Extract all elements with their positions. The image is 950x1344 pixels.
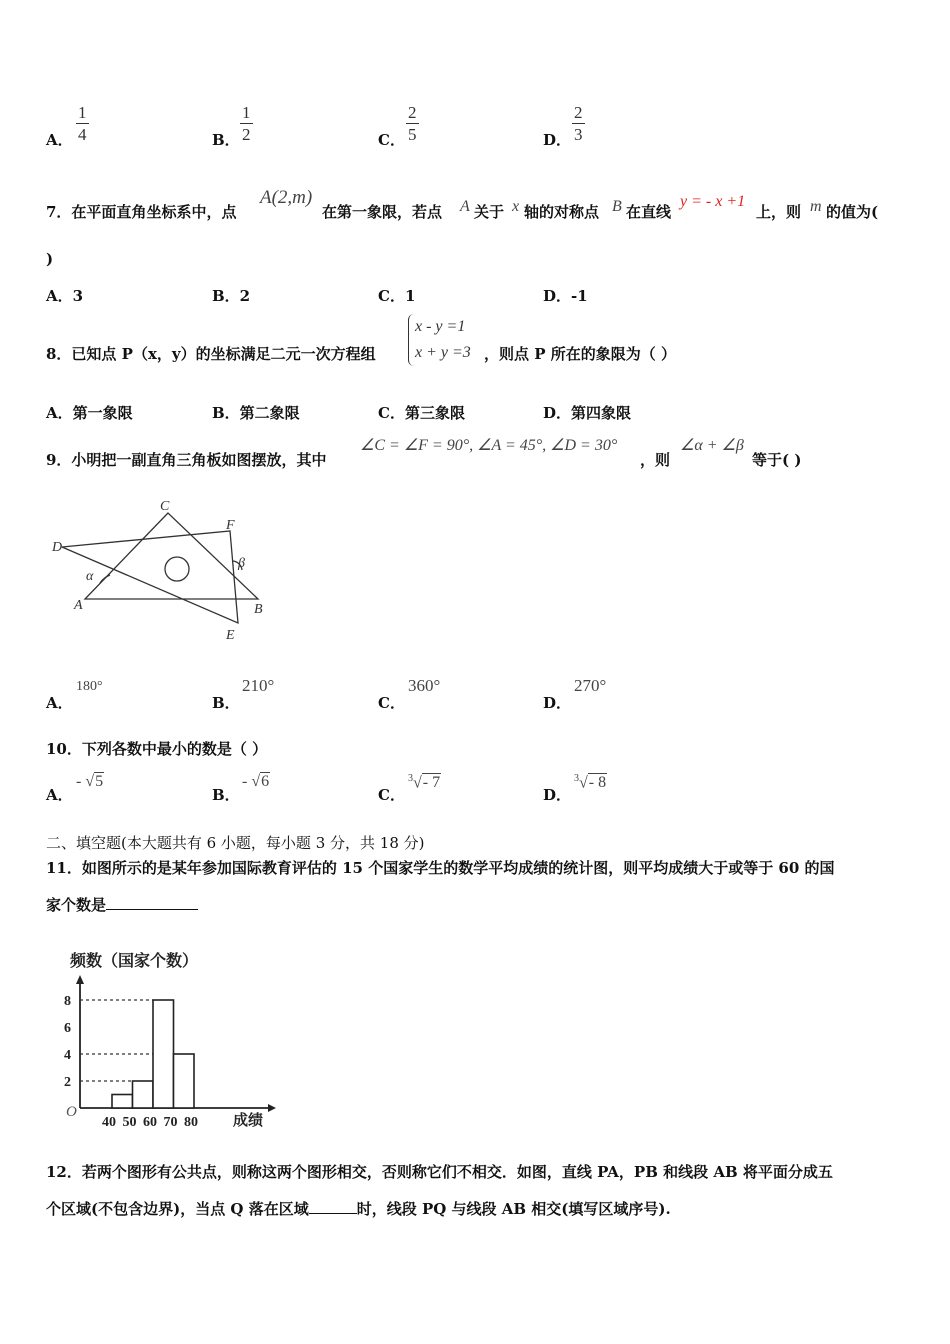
q10-option-a-value: - √5 <box>76 773 104 790</box>
sign: - <box>242 773 252 790</box>
numerator: 2 <box>408 103 417 122</box>
label-beta: β <box>238 556 245 571</box>
q7-var-b: B <box>612 198 622 215</box>
q8-option-b: B．第二象限 <box>212 404 300 422</box>
q7-var-a: A <box>460 198 470 215</box>
q8-equation-2: x + y =3 <box>415 344 471 361</box>
y-axis-arrow <box>76 975 84 984</box>
label-a: A <box>74 598 83 613</box>
histogram-y-ticks <box>64 994 71 1090</box>
circle-mark <box>165 557 189 581</box>
y-tick-2: 2 <box>64 1075 71 1090</box>
y-tick-8: 8 <box>64 994 71 1009</box>
q9-option-a-value: 180° <box>76 679 103 694</box>
q12-line-2a: 个区域(不包含边界)，当点 Q 落在区域 <box>46 1200 309 1218</box>
x-tick-80: 80 <box>184 1115 198 1130</box>
q10-option-b-label: B． <box>212 786 240 804</box>
x-tick-60: 60 <box>143 1115 157 1130</box>
q9-triangles-figure <box>50 495 280 650</box>
histogram-x-ticks <box>102 1115 198 1130</box>
numerator: 1 <box>78 103 87 122</box>
q7-var-x: x <box>512 198 520 215</box>
label-alpha: α <box>86 569 94 584</box>
q6-option-d-label: D． <box>543 131 572 149</box>
q9-option-c-label: C． <box>378 694 405 712</box>
q7-option-a: A．3 <box>46 287 84 305</box>
bar-50-60 <box>133 1081 154 1108</box>
q10-option-c-label: C． <box>378 786 405 804</box>
q7-text-1: 7．在平面直角坐标系中，点 <box>46 203 237 221</box>
q7-var-m: m <box>810 198 822 215</box>
x-tick-40: 40 <box>102 1115 116 1130</box>
x-tick-50: 50 <box>122 1115 137 1130</box>
q6-option-c-fraction <box>406 103 419 146</box>
q12-answer-blank[interactable] <box>309 1213 357 1214</box>
q8-option-d: D．第四象限 <box>543 404 632 422</box>
q8-equation-system <box>408 314 471 366</box>
bar-60-70 <box>153 1000 174 1108</box>
q6-option-b-fraction <box>240 103 253 146</box>
q9-option-d-label: D． <box>543 694 572 712</box>
numerator: 2 <box>574 103 583 122</box>
radicand: 6 <box>261 773 270 790</box>
q11-histogram <box>40 940 280 1140</box>
q7-text-3: 关于 <box>474 203 505 221</box>
y-tick-6: 6 <box>64 1021 71 1036</box>
y-tick-4: 4 <box>64 1048 71 1063</box>
q10-option-c-value: $^3$√- 7 <box>408 773 441 792</box>
bar-70-80 <box>174 1054 195 1108</box>
denominator: 4 <box>78 125 87 144</box>
denominator: 3 <box>574 125 583 144</box>
q7-option-d: D．-1 <box>543 287 588 305</box>
q9-option-b-value: 210° <box>242 676 275 695</box>
q11-line-2-text: 家个数是 <box>46 896 107 914</box>
root-index: 3 <box>574 773 579 784</box>
q8-option-a: A．第一象限 <box>46 404 133 422</box>
q9-option-c-value: 360° <box>408 676 441 695</box>
label-c: C <box>160 499 170 514</box>
q8-option-c: C．第三象限 <box>378 404 465 422</box>
numerator: 1 <box>242 103 251 122</box>
histogram-title: 频数（国家个数） <box>70 953 199 970</box>
q7-option-b: B．2 <box>212 287 251 305</box>
q10-option-d-value: $^3$√- 8 <box>574 773 607 792</box>
radicand: 5 <box>95 773 104 790</box>
label-b: B <box>254 602 263 617</box>
q8-text-2: ，则点 P 所在的象限为（ ） <box>484 345 676 363</box>
root-index: 3 <box>408 773 413 784</box>
q9-condition: ∠C = ∠F = 90°, ∠A = 45°, ∠D = 30° <box>360 437 618 454</box>
label-d: D <box>52 540 63 555</box>
q6-option-a-fraction <box>76 103 89 146</box>
q8-text-1: 8．已知点 P（x，y）的坐标满足二元一次方程组 <box>46 345 376 363</box>
q9-expression: ∠α + ∠β <box>680 437 744 454</box>
label-f: F <box>226 518 235 533</box>
q7-text-5: 在直线 <box>626 203 672 221</box>
q9-text-2: ，则 <box>640 451 671 469</box>
q7-text-4: 轴的对称点 <box>524 203 600 221</box>
histogram-xlabel: 成绩 <box>233 1113 264 1129</box>
q7-close-paren: ) <box>46 250 54 268</box>
q12-line-2 <box>46 1198 671 1219</box>
q7-text-7: 的值为( <box>826 203 879 221</box>
sign: - <box>76 773 86 790</box>
q8-equation-1: x - y =1 <box>415 318 466 335</box>
q10-text: 10．下列各数中最小的数是（ ） <box>46 740 268 758</box>
section-2-title: 二、填空题(本大题共有 6 小题，每小题 3 分，共 18 分) <box>46 834 425 852</box>
q10-option-a-label: A． <box>46 786 73 804</box>
q6-option-b-label: B． <box>212 131 240 149</box>
radicand: - 7 <box>422 774 441 792</box>
q6-option-c-label: C． <box>378 131 405 149</box>
q11-line-2 <box>46 894 198 915</box>
q9-option-b-label: B． <box>212 694 240 712</box>
q10-option-d-label: D． <box>543 786 572 804</box>
q12-line-2b: 时，线段 PQ 与线段 AB 相交(填写区域序号). <box>356 1200 671 1218</box>
denominator: 2 <box>242 125 251 144</box>
q9-text-3: 等于( ) <box>752 451 802 469</box>
q10-option-b-value: - √6 <box>242 773 270 790</box>
q7-option-c: C．1 <box>378 287 416 305</box>
q6-option-a-label: A． <box>46 131 73 149</box>
q7-text-2: 在第一象限，若点 <box>322 203 443 221</box>
denominator: 5 <box>408 125 417 144</box>
q7-point-a: A(2,m) <box>260 187 313 208</box>
q6-option-d-fraction <box>572 103 585 146</box>
q9-option-a-label: A． <box>46 694 73 712</box>
q7-line-equation: y = - x +1 <box>680 193 746 210</box>
radicand: - 8 <box>588 774 607 792</box>
x-axis-arrow <box>268 1104 276 1112</box>
label-e: E <box>226 628 235 643</box>
q9-text-1: 9．小明把一副直角三角板如图摆放，其中 <box>46 451 327 469</box>
x-tick-70: 70 <box>163 1115 178 1130</box>
q12-line-1: 12．若两个图形有公共点，则称这两个图形相交，否则称它们不相交．如图，直线 PA，PB 和线段 AB 将平面分成五 <box>46 1163 833 1181</box>
q11-line-1: 11．如图所示的是某年参加国际教育评估的 15 个国家学生的数学平均成绩的统计图，则平均成绩大于或等于 60 的国 <box>46 859 835 877</box>
q7-text-6: 上，则 <box>756 203 802 221</box>
q9-option-d-value: 270° <box>574 676 607 695</box>
q11-answer-blank[interactable] <box>106 909 198 910</box>
histogram-origin: O <box>66 1104 77 1120</box>
bar-40-50 <box>112 1095 133 1109</box>
